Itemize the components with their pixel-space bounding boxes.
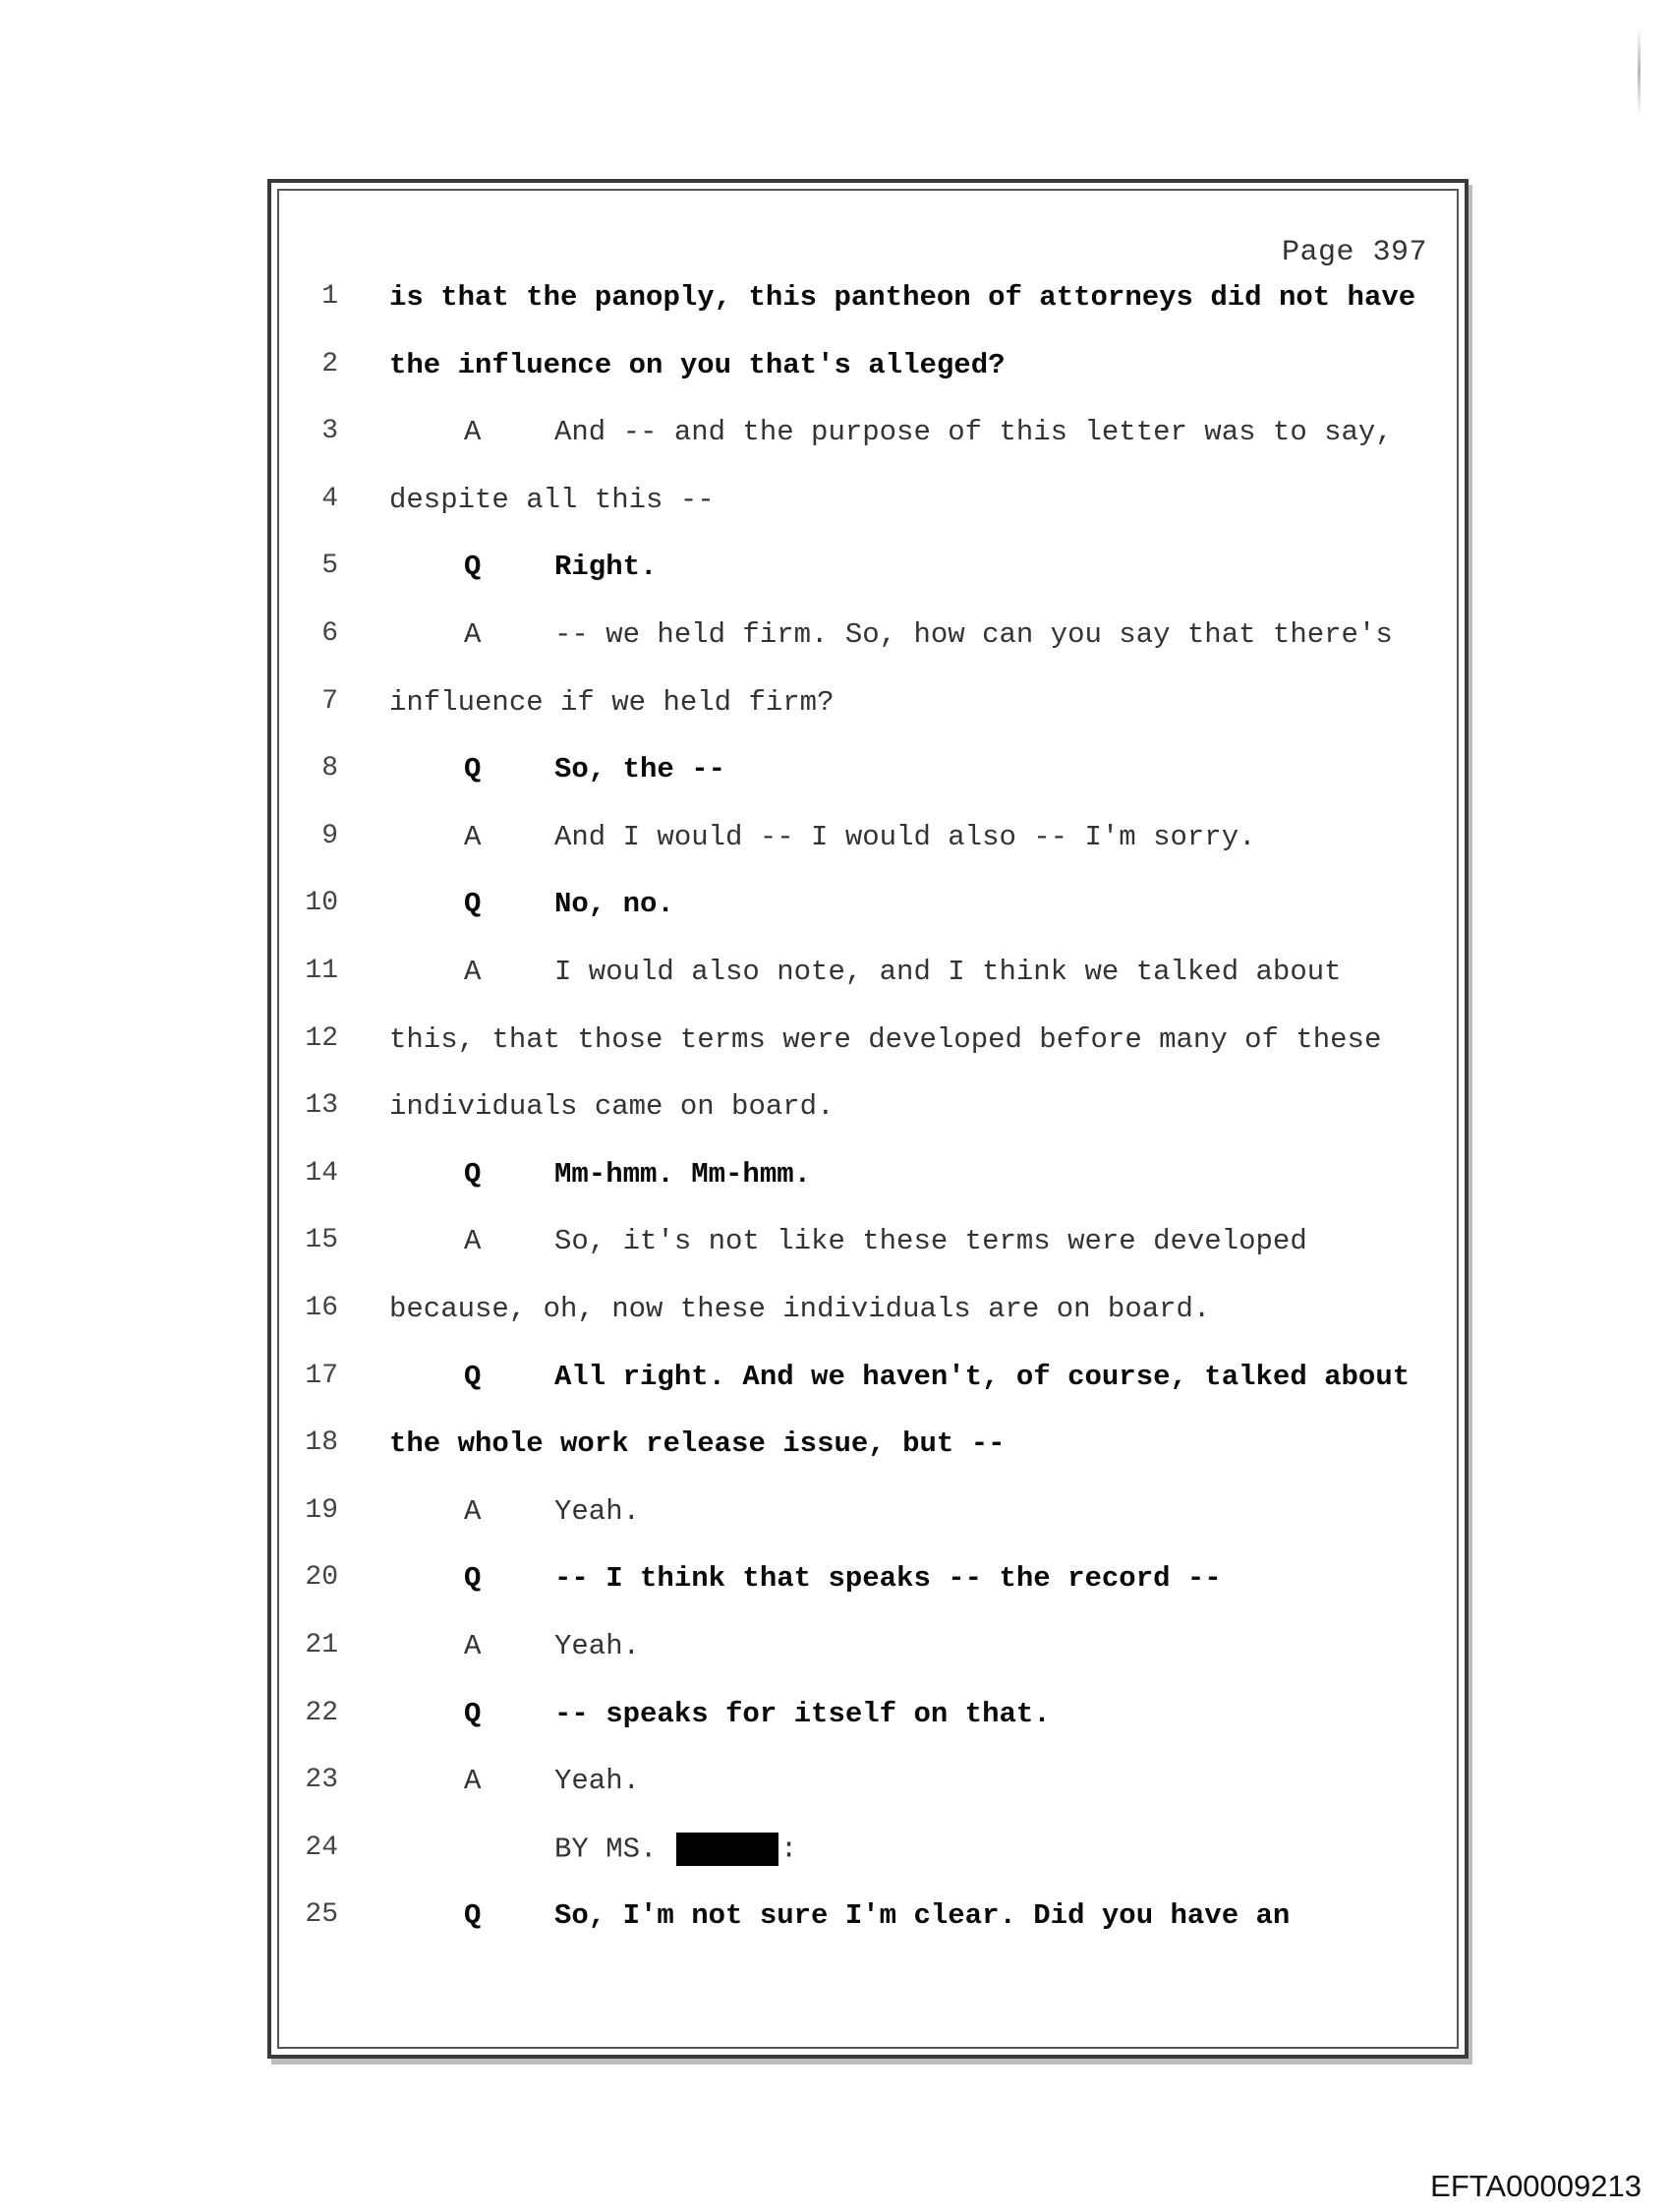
speaker-label: A [464,1225,482,1258]
line-text: Right. [554,551,658,584]
line-number: 2 [321,348,338,379]
page-number: Page 397 [1281,236,1427,269]
line-text: No, no. [554,888,674,921]
line-text: So, it's not like these terms were developed [554,1225,1307,1258]
redaction-block [676,1833,778,1866]
transcript-line [279,956,1457,995]
transcript-line [279,1495,1457,1535]
transcript-line [279,753,1457,792]
line-number: 19 [305,1494,338,1526]
line-text: And I would -- I would also -- I'm sorry. [554,820,1256,853]
transcript-line [279,416,1457,455]
line-text: because, oh, now these individuals are on board. [389,1293,1211,1325]
speaker-label: A [464,1494,482,1528]
line-number: 24 [305,1832,338,1863]
line-number: 16 [305,1293,338,1323]
speaker-label: A [464,956,482,988]
examiner-line [554,1833,797,1866]
transcript-line [279,1630,1457,1669]
line-number: 5 [321,551,338,582]
speaker-label: Q [464,1697,482,1730]
transcript-line [279,1833,1457,1872]
speaker-label: Q [464,753,482,786]
line-text: Yeah. [554,1630,641,1662]
speaker-label: A [464,820,482,853]
speaker-label: A [464,1765,482,1798]
line-text: I would also note, and I think we talked about [554,956,1342,988]
transcript-line [279,551,1457,590]
line-text: Mm-hmm. Mm-hmm. [554,1157,812,1191]
line-number: 10 [305,888,338,919]
line-text: is that the panoply, this pantheon of attorneys did not have [389,281,1416,314]
speaker-label: A [464,1630,482,1662]
line-number: 6 [321,618,338,649]
speaker-label: Q [464,888,482,921]
line-text: despite all this -- [389,483,715,516]
transcript-line [279,618,1457,658]
line-number: 8 [321,753,338,785]
line-number: 21 [305,1630,338,1660]
transcript-line [279,281,1457,320]
transcript-line [279,686,1457,726]
transcript-line [279,1090,1457,1130]
line-text: individuals came on board. [389,1090,835,1124]
transcript-line [279,1899,1457,1939]
line-number: 23 [305,1765,338,1796]
line-number: 22 [305,1697,338,1728]
line-number: 4 [321,483,338,514]
line-number: 7 [321,685,338,717]
transcript-line [279,1293,1457,1332]
line-number: 11 [305,956,338,986]
line-text: -- I think that speaks -- the record -- [554,1562,1222,1596]
line-number: 9 [321,820,338,851]
speaker-label: A [464,416,482,449]
transcript-line [279,1158,1457,1197]
line-text: So, the -- [554,753,726,786]
line-text: -- we held firm. So, how can you say that there's [554,618,1393,651]
transcript-line [279,1765,1457,1804]
scan-edge-mark [1638,28,1641,116]
transcript-line [279,1562,1457,1601]
examiner-suffix: : [779,1833,798,1866]
line-text: -- speaks for itself on that. [554,1697,1051,1730]
line-number: 12 [305,1022,338,1054]
transcript-line [279,484,1457,523]
line-text: So, I'm not sure I'm clear. Did you have an [554,1899,1291,1933]
line-text: this, that those terms were developed before many of these [389,1022,1382,1056]
line-number: 17 [305,1360,338,1391]
line-text: And -- and the purpose of this letter was to say, [554,416,1393,449]
speaker-label: Q [464,1157,482,1191]
transcript-line [279,821,1457,860]
line-text: Yeah. [554,1765,641,1798]
line-text: All right. And we haven't, of course, talked about [554,1360,1411,1393]
line-number: 3 [321,416,338,447]
speaker-label: Q [464,1360,482,1393]
speaker-label: Q [464,1562,482,1596]
line-text: influence if we held firm? [389,685,835,719]
transcript-page-frame [267,179,1469,2059]
transcript-line [279,1698,1457,1737]
transcript-page-inner [277,189,1459,2049]
transcript-line [279,1023,1457,1063]
line-text: the whole work release issue, but -- [389,1427,1006,1461]
transcript-line [279,888,1457,927]
transcript-line [279,1427,1457,1467]
line-number: 1 [321,281,338,312]
line-number: 18 [305,1427,338,1459]
speaker-label: A [464,618,482,651]
speaker-label: Q [464,1899,482,1933]
document-id: EFTA00009213 [1430,2169,1642,2203]
transcript-line [279,1225,1457,1264]
line-number: 14 [305,1157,338,1189]
speaker-label: Q [464,551,482,584]
transcript-line [279,349,1457,388]
line-number: 13 [305,1090,338,1122]
line-number: 25 [305,1899,338,1931]
line-text: Yeah. [554,1494,641,1528]
line-text: the influence on you that's alleged? [389,348,1006,381]
line-number: 15 [305,1225,338,1256]
line-number: 20 [305,1562,338,1594]
transcript-line [279,1361,1457,1400]
examiner-prefix: BY MS. [554,1833,658,1866]
